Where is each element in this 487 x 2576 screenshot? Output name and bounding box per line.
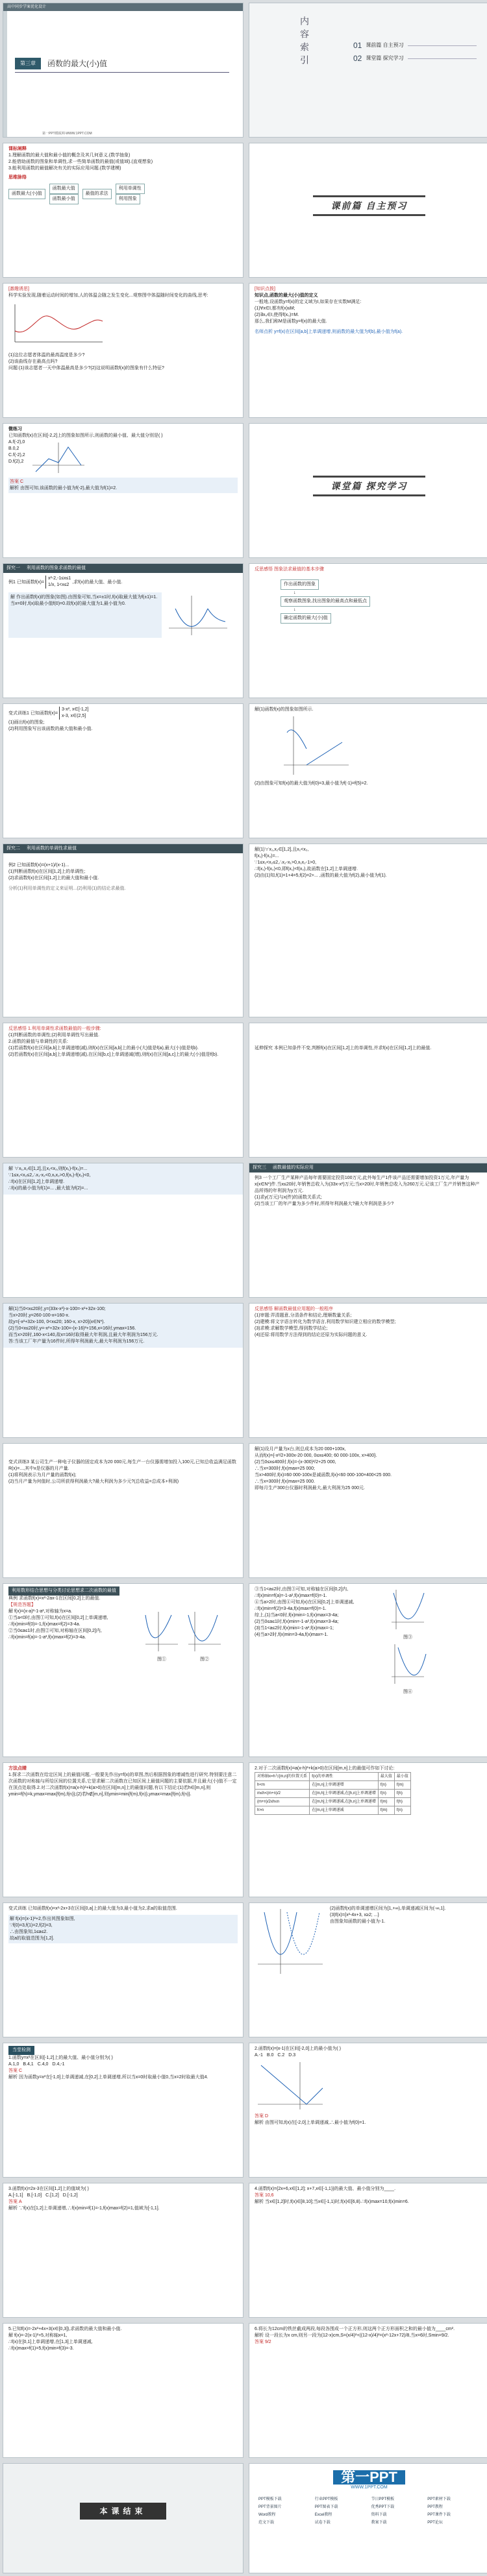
slide-method xyxy=(3,1762,244,1897)
extension-question: 延伸探究 本例已知条件不变,判断f(x)在区间[1,2]上的单调性,并求f(x)在区间[1,2]上的最值. xyxy=(255,1046,432,1051)
table-cell: f(n) xyxy=(378,1781,394,1790)
slide-example-4-continued xyxy=(249,1583,487,1757)
brand-link[interactable]: 教案下载 xyxy=(371,2521,387,2525)
solution-line: 故a的取值范围为[1,2]. xyxy=(10,1936,55,1941)
answer: 答案 C xyxy=(10,480,23,484)
toc-heading: 内容索引 xyxy=(299,16,310,68)
table-cell: 在[m,n]上单调递减 xyxy=(310,1806,379,1815)
table-cell: f(n) xyxy=(378,1790,394,1798)
solution-line: 从而f(x)={-x²/2+300x-20 000, 0≤x≤400; 60 000-100x, x>400}. xyxy=(255,1453,377,1458)
toc-num: 01 xyxy=(353,41,362,50)
function-graph xyxy=(255,2059,326,2111)
test-question: 1.函数y=x²在区间[-1,2]上的最大值、最小值分别为( ) xyxy=(8,2056,113,2060)
figure-caption: 图④ xyxy=(403,1690,412,1694)
test-tag: 当堂检测 xyxy=(8,2046,34,2055)
example-sub: (1)求y(万元)与x(件)的函数关系式; xyxy=(255,1195,322,1200)
figure-caption: 图② xyxy=(200,1657,209,1662)
toc-label: 课前篇 自主预习 xyxy=(366,42,404,48)
brand-link[interactable]: PPT论坛 xyxy=(427,2521,443,2525)
map-node: 利用图象 xyxy=(116,194,140,204)
slide-extension xyxy=(249,1023,487,1158)
intro-q1: (1)这位志愿者体温的最高温度是多少? xyxy=(8,353,85,358)
solution-line: 当x>20时,y=260-100-x=160-x. xyxy=(8,1313,69,1318)
slide-variant-1-solution xyxy=(249,703,487,838)
intro-q3: 问题:(1)该志愿者一天中体温最高是多少?(2)这说明函数f(x)的图象有什么特征? xyxy=(8,366,164,371)
example-sub: (1)判断函数f(x)在区间[1,2]上的单调性; xyxy=(8,869,86,874)
answer: 答案 9/2 xyxy=(255,2340,271,2344)
step-line: (2)建模:将文字语言转化为数学语言,利用数学知识建立相应的数学模型; xyxy=(255,1320,396,1324)
function-graph xyxy=(255,1906,326,1977)
variant-q: (2)利用图象写出该函数的最大值和最小值. xyxy=(8,727,93,731)
slide-table xyxy=(249,1762,487,1897)
goal-1: 1.理解函数的最大值和最小值的概念及其几何意义.(数学抽象) xyxy=(8,153,131,158)
solution: 解析 由图可知,f(x)在[-2,0]上单调递减,∴最小值为f(0)=1. xyxy=(255,2120,366,2125)
table-cell: f(h) xyxy=(394,1798,410,1806)
section-title: 课堂篇 探究学习 xyxy=(313,476,426,496)
example-sub: (2)当该工厂的年产量为多少件时,所得年利润最大?最大年利润是多少? xyxy=(255,1202,394,1206)
solution-line: ∵f(0)=3,f(1)=2,f(2)=3, xyxy=(10,1923,53,1928)
section-heading: 课标阐释 xyxy=(8,147,27,151)
toc-item-explore[interactable] xyxy=(353,55,477,62)
solution-line: (2)当0≤x≤400时,f(x)=-(x-300)²/2+25 000, xyxy=(255,1460,336,1464)
solution-line: ∴当x=300时,f(x)max=25 000; xyxy=(255,1466,315,1471)
example-heading: 利用数形结合思想与分类讨论思想求二次函数的最值 xyxy=(8,1586,119,1596)
step-line: (3)求模:求解数学模型,得到数学结论; xyxy=(255,1326,328,1331)
brand-link[interactable]: PPT图表下载 xyxy=(314,2505,338,2509)
figure-caption: 图① xyxy=(157,1657,166,1662)
test-question: 5.已知f(x)=-2x²+4x+3(x∈[0,3]),求函数的最大值和最小值. xyxy=(8,2327,122,2331)
solution: 解析 设一段长为x cm,则另一段为(12-x)cm,S=(x/4)²+((12-x)/4)²=(x²-12x+72)/8,当x=6时,Smin=9/2. xyxy=(255,2333,449,2338)
slide-test-6 xyxy=(249,2323,487,2458)
table-row xyxy=(255,1781,411,1790)
answer: 答案 10,6 xyxy=(255,2193,274,2198)
step-box: 确定函数的最大(小)值 xyxy=(281,613,331,624)
slide-variant-3-solution xyxy=(249,1443,487,1578)
example-question: 例1 已知函数f(x)= xyxy=(8,579,45,585)
solution-line: ∴f(x)在[0,1]上单调递增,在[1,3]上单调递减, xyxy=(8,2340,93,2344)
explore-tag: 探究二 xyxy=(6,846,20,851)
option[interactable]: A.[-1,1] xyxy=(8,2193,23,2198)
option[interactable]: B.0,2 xyxy=(8,446,19,451)
slide-variant-3 xyxy=(3,1443,244,1578)
reflect-heading: 反思感悟 1.利用单调性求函数最值的一般步骤: xyxy=(8,1027,101,1031)
solution-line: ∴f(x)在区间[1,2]上单调递增. xyxy=(8,1180,65,1184)
piece: x²-2,-1≤x≤1 xyxy=(48,576,71,581)
reflect-line: (1)判断函数的单调性;(2)利用单调性写出最值. xyxy=(8,1033,99,1038)
solution-line: (2)当0≤a≤1时,f(x)min=-1-a²,f(x)max=3-4a; xyxy=(255,1620,339,1624)
solution-line: 解(1)函数f(x)的图象如图所示. xyxy=(255,707,314,712)
method-heading: 方法点睛 xyxy=(8,1766,27,1771)
solution: 解析 由图可知,该函数的最小值为f(-2),最大值为f(1)=2. xyxy=(10,486,118,491)
table-cell: f(m) xyxy=(378,1806,394,1815)
solution-line: 综上,(1)当a<0时,f(x)min=-1,f(x)max=3-4a; xyxy=(255,1613,339,1618)
brand-link[interactable]: PPT素材下载 xyxy=(427,2497,451,2501)
solution-line: 解 f(x)=(x-1)²+2,作出其图象如图, xyxy=(10,1917,75,1921)
solution-line: ∵1≤x₁<x₂≤2,∴x₁-x₂<0,x₁x₂>0,f(x₁)-f(x₂)<0, xyxy=(8,1173,91,1178)
slide-section-preview xyxy=(249,143,487,278)
variant-heading: 变式训练 已知函数f(x)=x²-2x+3在区间[0,a]上的最大值为3,最小值为2,求a的取值范围. xyxy=(8,1906,177,1911)
solution-line: (3)f(x)={x²-4x+3, x≥2; ...} xyxy=(330,1913,379,1917)
option[interactable]: C.[1,2] xyxy=(45,2193,59,2198)
reflect-line: (2)若函数f(x)在区间[a,b]上单调递增(减),在区间[b,c]上单调递减(增),则f(x)在区间[a,c]上的最大(小)值是f(b). xyxy=(8,1052,219,1057)
table-cell: f(h) xyxy=(394,1790,410,1798)
goal-2: 2.能借助函数的图象和单调性,求一些简单函数的最值(或值域).(直观想象) xyxy=(8,160,153,164)
table-row xyxy=(255,1798,411,1806)
slide-intro xyxy=(3,283,244,418)
function-graph xyxy=(166,592,231,638)
slide-extension-solution xyxy=(3,1163,244,1298)
intro-tag: [激趣诱思] xyxy=(8,287,29,291)
brand-link[interactable]: Excel教程 xyxy=(314,2513,332,2517)
section-heading: 思维脉络 xyxy=(8,175,27,180)
solution: 解析 因为函数y=x²在[-1,0]上单调递减,在[0,2]上单调递增,所以当x=0时取最小值0,当x=2时取最大值4. xyxy=(8,2075,208,2080)
map-node: 函数最小值 xyxy=(49,194,79,204)
explore-topic: 函数最值的实际应用 xyxy=(272,1165,314,1170)
solution-line: 而当x>20时,160-x<140,故x=16时取得最大年利润,且最大年利润为156万元. xyxy=(8,1333,158,1337)
table-cell: m≤h<(m+n)/2 xyxy=(255,1790,310,1798)
slide-example-2 xyxy=(3,844,244,1017)
test-question: 6.将长为12cm的铁丝截成两段,每段各围成一个正方形,则这两个正方形面积之和的最小值为____cm². xyxy=(255,2327,455,2331)
solution-line: ∴f(x)min=f(a)=-1-a²,f(x)max=f(2)=3-4a. xyxy=(8,1635,86,1640)
example-question: 例2 已知函数f(x)=(x+1)/(x-1)... xyxy=(8,863,69,868)
table-cell: 在[m,h]上单调递减,在[h,n]上单调递增 xyxy=(310,1798,379,1806)
solution-line: ④当a>2时,由图④可知,f(x)在区间[0,2]上单调递减, xyxy=(255,1600,355,1605)
knowledge-line: (2)∃x₀∈I,使得f(x₀)=M. xyxy=(255,313,299,317)
parabola-graph xyxy=(142,1609,181,1654)
variant-q: (1)将利润表示为月产量的函数f(x); xyxy=(8,1473,77,1477)
variant-heading: 变式训练1 已知函数f(x)= xyxy=(8,711,58,716)
reflect-line: (1)若函数f(x)在区间[a,b]上单调递增(减),则f(x)在区间[a,b]上的最小(大)值是f(a),最大(小)值是f(b). xyxy=(8,1046,199,1051)
slide-cover xyxy=(3,3,244,138)
solution: 解析 ∵f(x)在[1,2]上单调递增,∴f(x)min=f(1)=-1,f(x)max=f(2)=1,值域为[-1,1]. xyxy=(8,2206,160,2211)
goal-3: 3.能利用函数的最值解决有关的实际应用问题.(数学建模) xyxy=(8,166,121,171)
solution-line: f(x₁)-f(x₂)=... xyxy=(255,854,279,858)
answer: 答案 C xyxy=(8,2069,22,2073)
slide-test-2 xyxy=(249,2043,487,2178)
parabola-graph xyxy=(388,1586,427,1632)
table-cell: 在[m,h]上单调递减,在[h,n]上单调递增 xyxy=(310,1790,379,1798)
brand-link[interactable]: 试卷下载 xyxy=(314,2521,331,2525)
slide-variant-4 xyxy=(3,1902,244,2037)
step-box: 作出函数的图象 xyxy=(281,579,319,590)
chapter-tag: 第三章 xyxy=(15,58,41,69)
slide-example-2-solution xyxy=(249,844,487,1017)
method-text: 1.探求二次函数在给定区间上的最值问题,一般要先作出y=f(x)的草图,然后根据图象的增减性进行研究.特别要注意二次函数的对称轴与所给区间的位置关系,它是求解二次函数在已知区间上最值问题的主要依据,并且最大(小)值不一定在顶点处取得.2.对二次函数f(x)=a(x-h)²+k(a>0)在区间[m,n]上的最值问题,有以下结论:(1)若h∈[m,n],则ymin=f(h)=k,ymax=max{f(m),f(n)};(2)若h∉[m,n],则ymin=min{f(m),f(n)},ymax=max{f(m),f(n)}. xyxy=(8,1773,237,1797)
solution-line: ∴f(x)min=f(a)=-1-a²,f(x)max=f(0)=-1. xyxy=(255,1594,327,1598)
solution-line: ∴f(x)max=f(1)=5,f(x)min=f(3)=-3. xyxy=(8,2346,74,2351)
table-cell: (m+n)/2≤h≤n xyxy=(255,1798,310,1806)
slide-end xyxy=(3,2463,244,2573)
summary-table xyxy=(255,1772,411,1815)
option[interactable]: B.0 xyxy=(266,2053,274,2058)
solution-line: ∴f(x)min=f(0)=-1,f(x)max=f(2)=3-4a. xyxy=(8,1622,81,1627)
solution-line: 解 f(x)=(x-a)²-1-a²,对称轴为x=a. xyxy=(8,1609,73,1614)
solution-line: 即每月生产300台仪器时利润最大,最大利润为25 000元. xyxy=(255,1486,365,1490)
solution-line: (2)由图象可知f(x)的最大值为f(0)=3,最小值为f(-1)=f(5)=2. xyxy=(255,781,368,786)
solution-line: 解 ∀x₁,x₂∈[1,2],且x₁<x₂,则f(x₁)-f(x₂)=... xyxy=(8,1167,88,1171)
solution-line: ∴由图象知,1≤a≤2. xyxy=(10,1930,48,1934)
slide-section-explore xyxy=(249,423,487,558)
option[interactable]: A.1,0 xyxy=(8,2062,19,2067)
solution-line: ∵1≤x₁<x₂≤2,∴x₂-x₁>0,x₁x₂-1>0, xyxy=(255,860,317,865)
brand-link[interactable]: PPT课件下载 xyxy=(427,2513,451,2517)
slide-knowledge xyxy=(249,283,487,418)
slide-reflect-1: 反思感悟 图象法求最值的基本步骤 作出函数的图象 ↓ 观察函数图象,找出图象的最高点和最低点 ↓ 确定函数的最大(小)值 xyxy=(249,563,487,698)
slide-example-3 xyxy=(249,1163,487,1298)
option[interactable]: D.3 xyxy=(288,2053,296,2058)
table-cell: f(n) xyxy=(394,1806,410,1815)
table-cell: h<m xyxy=(255,1781,310,1790)
solution-line: ∴f(x)min=f(2)=3-4a,f(x)max=f(0)=-1. xyxy=(255,1607,327,1611)
variant-q: (1)画出f(x)的图象; xyxy=(8,720,45,725)
map-node: 最值的求法 xyxy=(82,189,112,199)
brand-link[interactable]: 节日PPT模板 xyxy=(371,2497,395,2501)
test-question: 3.函数f(x)=2x-3在区间[1,2]上的值域为( ) xyxy=(8,2187,89,2191)
practice-heading: 微练习 xyxy=(8,427,22,431)
solution-line: (4)当a>2时,f(x)min=3-4a,f(x)max=-1. xyxy=(255,1633,329,1637)
solution-line: 答:当该工厂年产量为16件时,所得年利润最大,最大年利润为156万元. xyxy=(8,1339,145,1344)
solution-line: ∴当x=300时,f(x)max=25 000. xyxy=(255,1479,315,1484)
option[interactable]: B.4,1 xyxy=(23,2062,34,2067)
explore-topic: 利用函数的单调性求最值 xyxy=(26,846,77,851)
knowledge-heading: 知识点,函数的最大(小)值的定义 xyxy=(255,293,318,298)
example-sub: (2)求函数f(x)在区间[1,2]上的最大值和最小值. xyxy=(8,876,99,881)
slide-variant-4-continued xyxy=(249,1902,487,2037)
solution-line: 由图象知函数的最小值为-1. xyxy=(330,1919,386,1924)
solution-line: ∴f(x)的最小值为f(1)=... ,最大值为f(2)=... xyxy=(8,1186,88,1191)
slide-example-1 xyxy=(3,563,244,698)
option[interactable]: A.-1 xyxy=(255,2053,263,2058)
function-graph xyxy=(281,713,352,778)
slide-test-1 xyxy=(3,2043,244,2178)
slide-reflect-3 xyxy=(249,1303,487,1438)
example-note: 分析(1)利用单调性的定义来证明...(2)利用(1)的结论求最值. xyxy=(8,886,126,891)
table-cell: 在[m,n]上单调递增 xyxy=(310,1781,379,1790)
knowledge-line: 一般地,设函数y=f(x)的定义域为I,如果存在实数M满足: xyxy=(255,300,362,304)
practice-question: 已知函数f(x)在区间[-2,2]上的图象如图所示,则函数的最小值、最大值分别是( ) xyxy=(8,433,163,438)
solution: 解析 当x∈[1,2]时,f(x)∈[8,10];当x∈[-1,1)时,f(x)∈[6,8).∴f(x)max=10,f(x)min=6. xyxy=(255,2200,409,2204)
piece: 3-x², x∈[-1,2] xyxy=(62,707,89,712)
piece: 1/x, 1<x≤2 xyxy=(48,583,69,587)
slide-variant-1 xyxy=(3,703,244,838)
table-row xyxy=(255,1790,411,1798)
answer: 答案 A xyxy=(8,2200,22,2204)
variant-q: (2)当月产量为何值时,公司所获得利润最大?最大利润为多少元?(总收益=总成本+利润) xyxy=(8,1479,179,1484)
example-question: 例3 一个工厂生产某种产品每年需要固定投资100万元,此外每生产1件该产品还需要增加投资1万元,年产量为x(x∈N*)件.当x≤20时,年销售总收入为(33x-x²)万元;当x>20时,年销售总收入为260万元.记该工厂生产并销售这种产品所得的年利润为y万元. xyxy=(255,1176,480,1193)
figure-caption: 图③ xyxy=(403,1635,412,1640)
table-cell: f(m) xyxy=(378,1798,394,1806)
slide-brand xyxy=(249,2463,487,2573)
option[interactable]: D.4,-1 xyxy=(52,2062,65,2067)
toc-num: 02 xyxy=(353,54,362,63)
explore-topic: 利用函数的图象求函数的最值 xyxy=(26,566,86,570)
map-node: 函数最大值 xyxy=(49,184,79,194)
example-question-tail: ,求f(x)的最大值、最小值. xyxy=(72,579,123,585)
brand-link[interactable]: 范文下载 xyxy=(258,2521,275,2525)
step-line: (1)审题:弄清题意,分清条件和结论,理顺数量关系; xyxy=(255,1313,352,1318)
solution-line: (3)当1<a≤2时,f(x)min=-1-a²,f(x)max=-1; xyxy=(255,1626,334,1631)
brand-link[interactable]: 优秀PPT下载 xyxy=(371,2505,395,2509)
option[interactable]: C.f(-2),2 xyxy=(8,453,25,457)
option[interactable]: D.[-1,2] xyxy=(62,2193,78,2198)
solution-line: ①当a<0时,由图①可知,f(x)在区间[0,2]上单调递增, xyxy=(8,1616,108,1620)
solution-line: (2)由(1)知,f(1)=1+4=5,f(2)=2+... ,函数的最大值为f(2),最小值为f(1). xyxy=(255,873,387,878)
slide-example-4 xyxy=(3,1583,244,1757)
watermark: 第一PPT模板网-WWW.1PPT.COM xyxy=(42,132,92,136)
knowledge-line: (1)∀x∈I,都有f(x)≤M; xyxy=(255,306,295,311)
example-solution: 解 作出函数f(x)的图象(如图).由图象可知,当x=±1时,f(x)取最大值为f(±1)=1.当x=0时,f(x)取最小值f(0)=0.故f(x)的最大值为1,最小值为0. xyxy=(8,592,162,638)
slide-test-5 xyxy=(3,2323,244,2458)
solution-line: ②当0≤a≤1时,由图②可知,对称轴在区间[0,2]内, xyxy=(8,1629,102,1633)
step-box: 观察函数图象,找出图象的最高点和最低点 xyxy=(281,596,370,607)
brand-link[interactable]: Word教程 xyxy=(258,2513,276,2517)
slide-toc xyxy=(249,3,487,138)
brand-link[interactable]: 行业PPT模板 xyxy=(314,2497,338,2501)
reflect-line: 2.函数的最值与单调性的关系: xyxy=(8,1039,68,1044)
answer: 答案 D xyxy=(255,2114,268,2119)
brand-url[interactable]: WWW.1PPT.COM xyxy=(351,2485,388,2490)
slide-goals xyxy=(3,143,244,278)
option[interactable]: D.f(2),2 xyxy=(8,459,24,464)
solution-line: 故y={-x²+32x-100, 0<x≤20; 160-x, x>20}(x∈N*). xyxy=(8,1320,105,1324)
table-header: 最大值 xyxy=(378,1773,394,1781)
knowledge-tag: [知识点拨] xyxy=(255,287,275,291)
step-line: (4)还原:将用数学方法得到的结论还原为实际问题的意义. xyxy=(255,1333,368,1337)
slide-practice-1 xyxy=(3,423,244,558)
temperature-graph xyxy=(8,302,106,347)
slide-example-3-solution xyxy=(3,1303,244,1438)
table-cell: f(m) xyxy=(394,1781,410,1790)
map-node: 利用单调性 xyxy=(116,184,145,194)
solution-line: (2)函数f(x)的单调递增区间为[1,+∞),单调递减区间为(-∞,1]. xyxy=(330,1906,446,1911)
brand-link[interactable]: PPT教程 xyxy=(427,2505,443,2509)
parabola-graph xyxy=(185,1609,224,1654)
variant-heading: 变式训练3 某公司生产一种电子仪器的固定成本为20 000元,每生产一台仪器需增加投入100元,已知总收益满足函数R(x)=...,其中x是仪器的月产量. xyxy=(8,1460,236,1471)
solution-line: 当x>400时,f(x)=60 000-100x是减函数,f(x)<60 000-100×400<25 000. xyxy=(255,1473,392,1477)
brand-logo: 第一PPT xyxy=(333,2470,405,2485)
test-question: 4.函数f(x)={2x+6,x∈[1,2]; x+7,x∈[-1,1)}的最大值、最小值分别为____. xyxy=(255,2187,396,2191)
piece: x-3, x∈(2,5] xyxy=(62,714,86,718)
table-header: 对称轴x=h与[m,n]的位置关系 xyxy=(255,1773,310,1781)
solution-line: ③当1<a≤2时,由图③可知,对称轴在区间[0,2]内, xyxy=(255,1587,349,1592)
function-graph xyxy=(29,439,88,475)
solution-line: (2)当0<x≤20时,y=-x²+32x-100=-(x-16)²+156,x=16时,ymax=156. xyxy=(8,1326,136,1331)
option[interactable]: A.f(-2),0 xyxy=(8,440,25,444)
toc-item-preview[interactable] xyxy=(353,42,477,49)
brand-link[interactable]: PPT模板下载 xyxy=(258,2497,282,2501)
parabola-graph xyxy=(388,1641,427,1686)
solution-line: 解(1)设月产量为x台,则总成本为20 000+100x, xyxy=(255,1447,346,1452)
solution-line: ∴f(x₁)-f(x₂)<0,即f(x₁)<f(x₂),故函数在[1,2]上单调递增. xyxy=(255,867,358,871)
option[interactable]: C.4,0 xyxy=(37,2062,49,2067)
knowledge-line: 那么,我们称M是函数y=f(x)的最大值. xyxy=(255,319,327,324)
option[interactable]: B.[-1,0] xyxy=(27,2193,42,2198)
explore-tag: 探究一 xyxy=(6,566,20,570)
table-header: f(x)的单调性 xyxy=(310,1773,379,1781)
slide-reflect-2 xyxy=(3,1023,244,1158)
slide-test-3 xyxy=(3,2183,244,2318)
lesson-title: 函数的最大(小)值 xyxy=(47,59,107,68)
table-row xyxy=(255,1806,411,1815)
example-question: 典例 求函数f(x)=x²-2ax-1在区间[0,2]上的最值. xyxy=(8,1596,101,1601)
toc-label: 课堂篇 探究学习 xyxy=(366,55,404,61)
solution-line: 解 f(x)=-2(x-1)²+5,对称轴x=1, xyxy=(8,2333,68,2338)
reflect-heading: 反思感悟 解函数最值应用题的一般程序 xyxy=(255,1307,333,1311)
map-root: 函数最大(小)值 xyxy=(8,189,45,199)
brand-link[interactable]: PPT背景图片 xyxy=(258,2505,282,2509)
intro-q2: (2)该曲线存在最高点吗? xyxy=(8,359,58,364)
option[interactable]: C.2 xyxy=(277,2053,285,2058)
solution-line: 解(1)当0<x≤20时,y=(33x-x²)-x-100=-x²+32x-100; xyxy=(8,1307,106,1311)
intro-text: 科学实验发现,随着运动时间的增加,人的体温会随之发生变化...观察图中体温随时间变化的曲线,思考: xyxy=(8,293,208,298)
reflect-heading: 反思感悟 图象法求最值的基本步骤 xyxy=(255,567,324,572)
header-bar: 高中同步学案优化设计 xyxy=(3,3,243,11)
table-cell: h>n xyxy=(255,1806,310,1815)
table-header: 最小值 xyxy=(394,1773,410,1781)
section-title: 课前篇 自主预习 xyxy=(313,195,426,216)
table-heading: 2.对于二次函数f(x)=a(x-h)²+k(a>0)在区间[m,n]上的最值可作如下讨论: xyxy=(255,1766,395,1771)
test-question: 2.函数f(x)=|x-1|在区间[-2,0]上的最小值为( ) xyxy=(255,2047,341,2051)
end-label: 本课结束 xyxy=(80,2503,166,2520)
brand-link[interactable]: 资料下载 xyxy=(371,2513,387,2517)
example-sub: 【规范答题】 xyxy=(8,1603,36,1607)
solution-line: 解(1)∀x₁,x₂∈[1,2],且x₁<x₂, xyxy=(255,847,309,852)
explore-tag: 探究三 xyxy=(253,1165,266,1170)
slide-test-4 xyxy=(249,2183,487,2318)
knowledge-note: 名师点析 y=f(x)在区间[a,b]上单调递增,则函数的最大值为f(b),最小值为f(a). xyxy=(255,330,403,334)
